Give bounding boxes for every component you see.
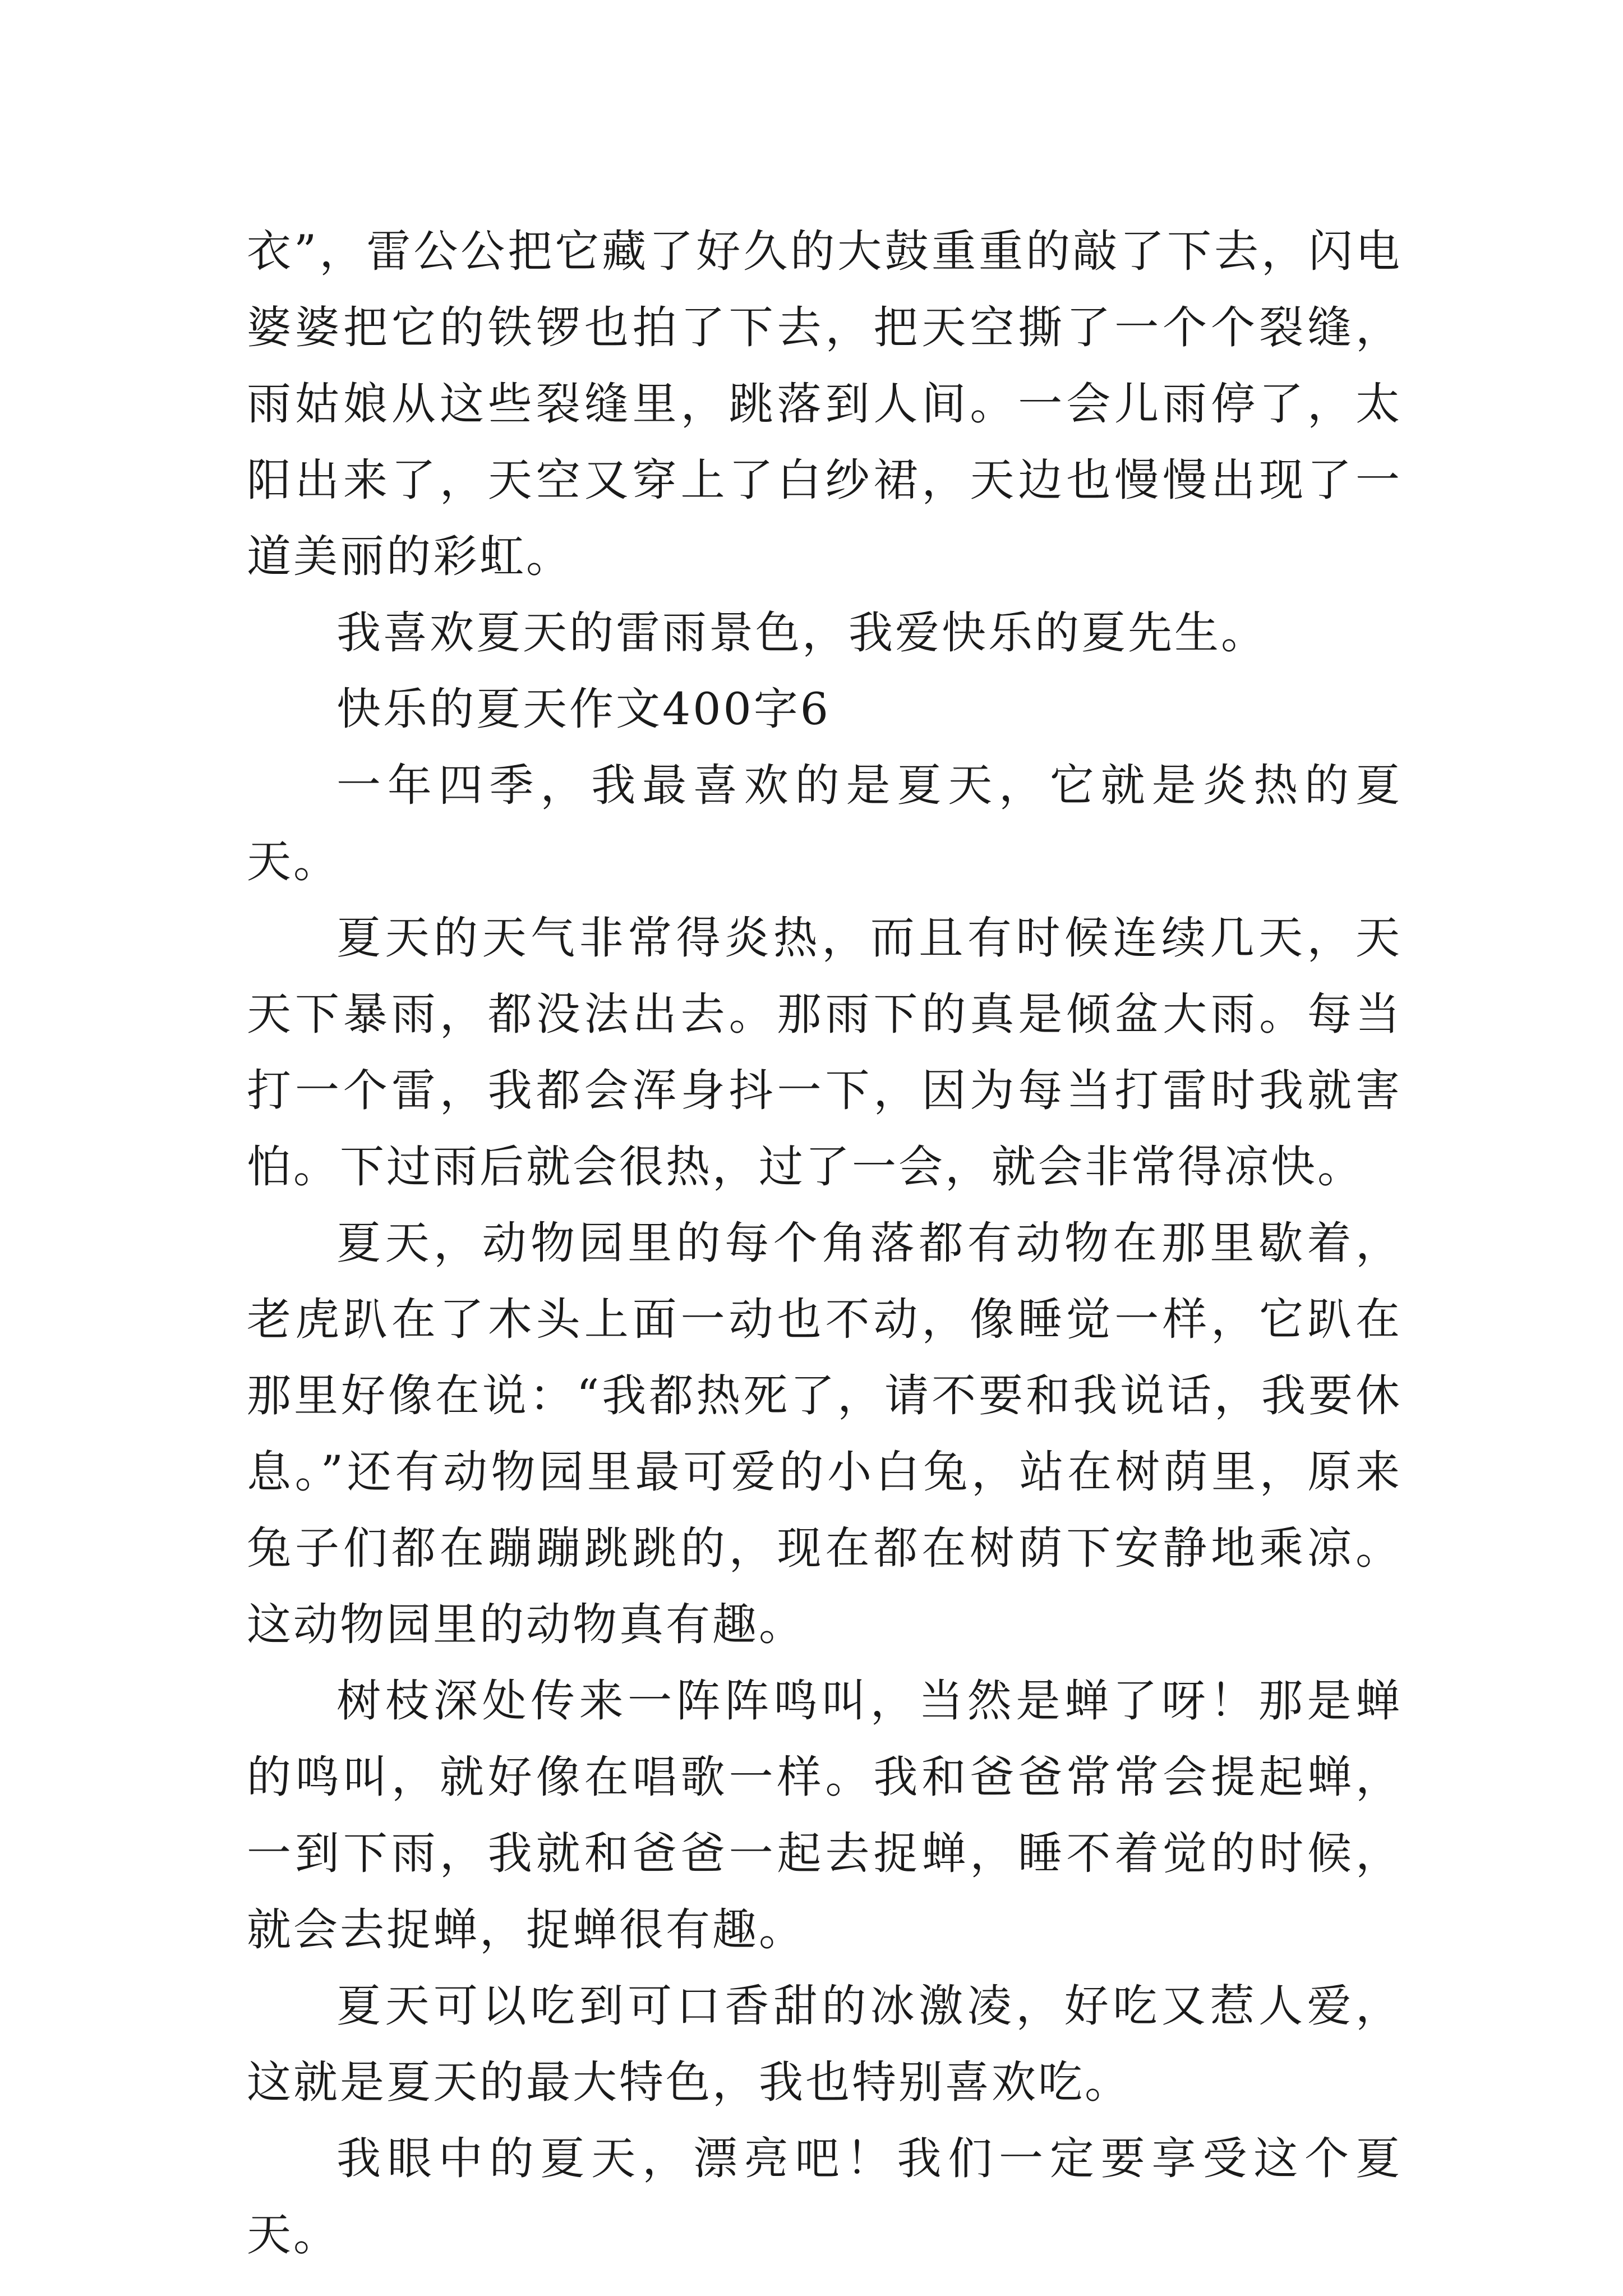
paragraph: 一年四季，我最喜欢的是夏天，它就是炎热的夏天。 (247, 760, 1402, 887)
paragraph: 夏天，动物园里的每个角落都有动物在那里歇着，老虎趴在了木头上面一动也不动，像睡觉一样，它趴在那里好像在说：“我都热死了，请不要和我说话，我要休息。”还有动物园里最可爱的小白兔，站在树荫里，原来兔子们都在蹦蹦跳跳的，现在都在树荫下安静地乘凉。这动物园里的动物真有趣。 (247, 1217, 1402, 1650)
document-body (247, 213, 1402, 2273)
paragraph: 夏天可以吃到可口香甜的冰激凌，好吃又惹人爱，这就是夏天的最大特色，我也特别喜欢吃。 (247, 1980, 1402, 2108)
paragraph: 树枝深处传来一阵阵鸣叫，当然是蝉了呀！那是蝉的鸣叫，就好像在唱歌一样。我和爸爸常常会提起蝉，一到下雨，我就和爸爸一起去捉蝉，睡不着觉的时候，就会去捉蝉，捉蝉很有趣。 (247, 1675, 1402, 1955)
paragraph: 衣”，雷公公把它藏了好久的大鼓重重的敲了下去，闪电婆婆把它的铁锣也拍了下去，把天空撕了一个个裂缝，雨姑娘从这些裂缝里，跳落到人间。一会儿雨停了，太阳出来了，天空又穿上了白纱裙，天边也慢慢出现了一道美丽的彩虹。 (247, 226, 1402, 582)
paragraph: 我眼中的夏天，漂亮吧！我们一定要享受这个夏天。 (247, 2133, 1402, 2261)
paragraph: 我喜欢夏天的雷雨景色，我爱快乐的夏先生。 (336, 607, 1267, 659)
paragraph: 夏天的天气非常得炎热，而且有时候连续几天，天天下暴雨，都没法出去。那雨下的真是倾盆大雨。每当打一个雷，我都会浑身抖一下，因为每当打雷时我就害怕。下过雨后就会很热，过了一会，就会非常得凉快。 (247, 912, 1402, 1193)
section-heading: 快乐的夏天作文400字6 (336, 683, 831, 735)
